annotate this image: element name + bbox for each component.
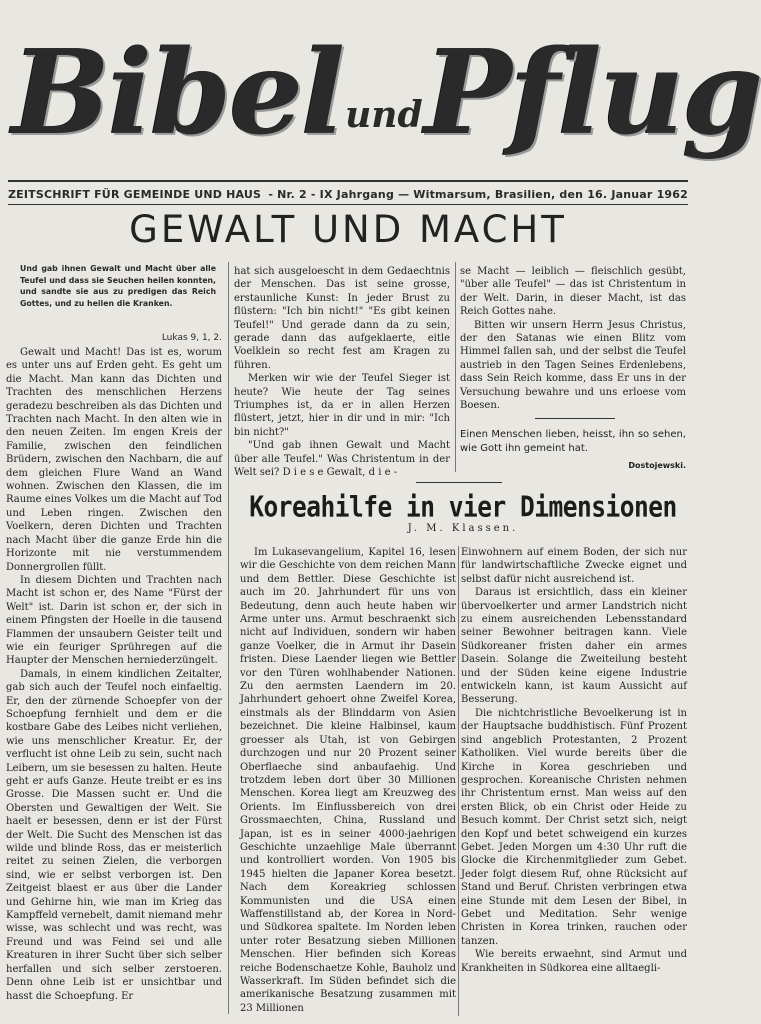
masthead-rule <box>8 180 688 182</box>
paragraph: Merken wir wie der Teufel Sieger ist heute? Wie heute der Tag seines Triumphes ist, da er in allen Herzen flüstert, jetzt, hier in dir und in mir: "Ich bin nicht?" <box>234 373 450 438</box>
paragraph: In diesem Dichten und Trachten nach Macht ist schon er, des Name "Fürst der Welt" ist. Darin ist schon er, der sich in einem Pfingsten der Hoelle in die tausend Flammen der unsaubern Geister teilt und wie ein feuriger Sprühregen auf die Haupter der Menschen herniederzüngelt. <box>6 574 222 667</box>
bible-motto: Und gab ihnen Gewalt und Macht über alle Teufel und dass sie Seuchen heilen konnten, und sandte sie aus zu predigen das Reich Gottes, und zu heilen die Kranken. <box>20 264 216 308</box>
paragraph: Bitten wir unsern Herrn Jesus Christus, der den Satanas wie einen Blitz vom Himmel fallen sah, und der selbst die Teufel austrieb in den Tagen Seines Erdenlebens, dass Sein Reich komme, dass Er uns in der Versuchung bewahre und uns erloese vom Boesen. <box>460 319 686 412</box>
masthead <box>12 18 761 178</box>
issue-info: - Nr. 2 - IX Jahrgang — Witmarsum, Brasilien, den 16. Januar 1962 <box>268 188 688 201</box>
quote-divider <box>535 418 615 419</box>
paragraph: Gewalt und Macht! Das ist es, worum es unter uns auf Erden geht. Es geht um die Macht. Man kann das Dichten und Trachten des menschlichen Herzens geradezu beschreiben als das Dichten und Trachten nach Macht. In den alten wie in den neuen Zeiten. Im engen Kreis der Familie, zwischen den feindlichen Brüdern, zwischen den Nachbarn, die auf dem gleichen Flure Wand an Wand wohnen. Zwischen den Klassen, die im Raume eines Volkes um die Macht auf Tod und Leben ringen. Zwischen den Voelkern, deren Dichten und Trachten nach Macht über die ganze Erde hin die Horizonte mit nie verstummendem Donnergrollen füllt. <box>6 347 222 573</box>
paragraph: se Macht — leiblich — fleischlich gesübt, "über alle Teufel" — das ist Christentum in der Welt. Darin, in dieser Macht, ist das Reich Gottes nahe. <box>460 266 686 318</box>
paragraph: Daraus ist ersichtlich, dass ein kleiner übervoelkerter und armer Landstrich nicht zu einem ausreichenden Lebensstandard seiner Bewohner beitragen kann. Viele Südkoreaner fristen daher ein armes Dasein. Solange die Zweiteilung besteht und der Süden keine eigene Industrie entwickeln kann, ist kaum Aussicht auf Besserung. <box>461 587 687 706</box>
paragraph: Einwohnern auf einem Boden, der sich nur für landwirtschaftliche Zwecke eignet und selbst dafür nicht ausreichend ist. <box>461 547 687 585</box>
paragraph: hat sich ausgeloescht in dem Gedaechtnis der Menschen. Das ist seine grosse, erstaunliche Kunst: In jeder Brust zu flüstern: "Ich bin nicht!" "Es gibt keinen Teufel!" Und gerade dann da zu sein, gerade dann das aufgeklaerte, eitle Voelklein so recht fest am Kragen zu führen. <box>234 266 450 371</box>
article2-column-1 <box>240 546 456 1016</box>
column-separator <box>458 546 459 1016</box>
paragraph: Wie bereits erwaehnt, sind Armut und Krankheiten in Südkorea eine alltaegli- <box>461 949 687 974</box>
masthead-word-pflug: Pflug <box>424 25 761 161</box>
article2-column-2 <box>461 546 687 1016</box>
quote: Einen Menschen lieben, heisst, ihn so sehen, wie Gott ihn gemeint hat. <box>460 429 686 454</box>
quote-author: Dostojewski. <box>628 461 686 470</box>
article1-column-2 <box>234 265 450 479</box>
paragraph: Die nichtchristliche Bevoelkerung ist in der Hauptsache buddhistisch. Fünf Prozent sind angeblich Protestanten, 2 Prozent Katholiken. Viel wurde bereits über die Kirche in Korea geschrieben und gesprochen. Koreanische Christen nehmen ihr Christentum ernst. Man weiss auf den ersten Blick, ob ein Christ oder Heide zu Besuch kommt. Der Christ setzt sich, neigt den Kopf und betet schweigend ein kurzes Gebet. Jeden Morgen um 4:30 Uhr ruft die Glocke die Kirchenmitglieder zum Gebet. Jeder folgt diesem Ruf, ohne Rücksicht auf Stand und Beruf. Christen verbringen etwa eine Stunde mit dem Lesen der Bibel, in Gebet und Meditation. Sehr wenige Christen in Korea trinken, rauchen oder tanzen. <box>461 707 687 947</box>
masthead-word-und: und <box>345 94 423 136</box>
column-separator <box>455 262 456 472</box>
issue-rule <box>8 204 688 205</box>
column-separator <box>228 262 229 1014</box>
paragraph: Im Lukasevangelium, Kapitel 16, lesen wir die Geschichte von dem reichen Mann und dem Bettler. Diese Geschichte ist auch im 20. Jahrhundert für uns von Bedeutung, denn auch heute haben wir Arme unter uns. Armut beschraenkt sich nicht auf Individuen, sondern wir haben ganze Voelker, die in Armut ihr Dasein fristen. Diese Laender liegen wie Bettler vor den Türen wohlhabender Nationen. Zu den aermsten Laendern im 20. Jahrhundert gehoert ohne Zweifel Korea, einstmals als der Blinddarm von Asien bezeichnet. Die kleine Halbinsel, kaum groesser als Utah, ist von Gebirgen durchzogen und nur 20 Prozent seiner Oberflaeche sind anbaufaehig. Und trotzdem leben dort über 30 Millionen Menschen. Korea liegt am Kreuzweg des Orients. Im Einflussbereich von drei Grossmaechten, China, Russland und Japan, ist es in seiner 4000-jaehrigen Geschichte unzaehlige Male überrannt und kontrolliert worden. Von 1905 bis 1945 hielten die Japaner Korea besetzt. Nach dem Koreakrieg schlossen Kommunisten und die USA einen Waffenstillstand ab, der Korea in Nord- und Südkorea spaltete. Im Norden leben unter roter Besatzung sieben Millionen Menschen. Hier befinden sich Koreas reiche Bodenschaetze Kohle, Bauholz und Wasserkraft. Im Süden befindet sich die amerikanische Besatzung zusammen mit 23 Millionen <box>240 547 456 1014</box>
publication-subtitle: ZEITSCHRIFT FÜR GEMEINDE UND HAUS <box>8 188 262 201</box>
article-divider <box>416 482 502 483</box>
article2-author: J. M. Klassen. <box>407 523 519 534</box>
article1-column-3 <box>460 265 686 412</box>
motto-reference: Lukas 9, 1, 2. <box>161 333 222 343</box>
article2-headline: Koreahilfe in vier Dimensionen <box>249 490 677 524</box>
paragraph: Damals, in einem kindlichen Zeitalter, gab sich auch der Teufel noch einfaeltig. Er, den der zürnende Schoepfer von der Schoepfung fernhielt und dem er die kostbare Gabe des Leibes nicht verliehen, wie uns menschlicher Kreatur. Er, der verflucht ist ohne Leib zu sein, sucht nach Leibern, um sie besessen zu halten. Heute geht er aufs Ganze. Heute treibt er es ins Grosse. Die Massen sucht er. Und die Obersten und Gewaltigen der Welt. Sie haelt er besessen, denn er ist der Fürst der Welt. Die Sucht des Menschen ist das wilde und blinde Ross, das er meisterlich reitet zu seinen Zielen, die verborgen sind, wie er selbst verborgen ist. Den Zeitgeist blaest er aus über die Lander und Gehirne hin, wie man im Krieg das Kampffeld vernebelt, damit niemand mehr wisse, was schlecht und was recht, was Freund und was Feind sei und alle Kreaturen in ihrer Sucht über sich selber herfallen und sich selber zerstoeren. Denn ohne Leib ist er unsichtbar und hasst die Schoepfung. Er <box>6 668 222 1002</box>
article1-column-1 <box>6 346 222 1016</box>
issue-line <box>8 188 688 204</box>
article-headline: GEWALT UND MACHT <box>129 208 567 251</box>
paragraph: "Und gab ihnen Gewalt und Macht über alle Teufel." Was Christentum in der Welt sei? D i e s e Gewalt, d i e - <box>234 440 450 479</box>
masthead-word-bibel: Bibel <box>12 25 344 161</box>
